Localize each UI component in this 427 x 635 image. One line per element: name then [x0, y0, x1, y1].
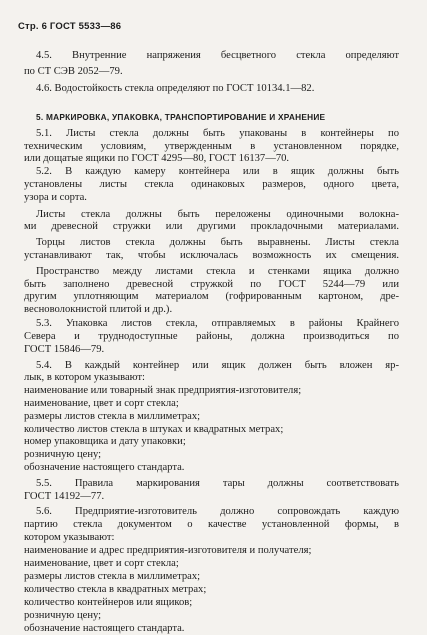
list-item: количество листов стекла в штуках и квадратных метрах; — [24, 423, 284, 435]
text-line: Торцы листов стекла должны быть выравнены. Листы стекла — [36, 237, 399, 249]
text-line: весноволокнистой плитой и др.). — [24, 304, 173, 316]
list-item: розничную цену; — [24, 449, 102, 461]
list-item: обозначение настоящего стандарта. — [24, 461, 185, 473]
list-item: розничную цену; — [24, 610, 102, 621]
text-line: ГОСТ 15846—79. — [24, 343, 105, 355]
text-line: по СТ СЭВ 2052—79. — [24, 66, 123, 77]
list-item: размеры листов стекла в миллиметрах; — [24, 571, 201, 582]
list-item: количество контейнеров или ящиков; — [24, 597, 193, 608]
text-line: устанавливают так, чтобы исключалась возможность их смещения. — [24, 250, 399, 262]
text-line: техническим условиям, утвержденным в установленном порядке, — [24, 140, 399, 152]
text-line: Листы стекла должны быть переложены одиночными волокна- — [36, 208, 399, 220]
list-item: количество стекла в квадратных метрах; — [24, 584, 207, 595]
text-line: другим уплотняющим материалом (гофрированным картоном, дре- — [24, 291, 399, 303]
list-item: наименование, цвет и сорт стекла; — [24, 558, 179, 569]
text-line: 5.3. Упаковка листов стекла, отправляемых в районы Крайнего — [36, 318, 399, 330]
text-line: быть заполнено древесной стружкой по ГОСТ 5244—79 или — [24, 278, 399, 290]
text-line: или дощатые ящики по ГОСТ 4295—80, ГОСТ 16137—70. — [24, 153, 290, 165]
text-line: ми древесной стружки или другими прокладочными материалами. — [24, 221, 399, 233]
text-line: 5.2. В каждую камеру контейнера или в ящик должны быть — [36, 166, 399, 178]
list-item: размеры листов стекла в миллиметрах; — [24, 410, 201, 422]
list-item: наименование и адрес предприятия-изготовителя и получателя; — [24, 545, 312, 556]
text-line: котором указывают: — [24, 532, 115, 543]
text-line: партию стекла документом о качестве установленной формы, в — [24, 519, 399, 531]
text-line: 5.4. В каждый контейнер или ящик должен быть вложен яр- — [36, 359, 399, 371]
list-item: наименование или товарный знак предприятия-изготовителя; — [24, 385, 302, 397]
text-line: 5.6. Предприятие-изготовитель должно сопровождать каждую — [36, 506, 399, 518]
text-line: Пространство между листами стекла и стенками ящика должно — [36, 265, 399, 277]
text-line: 5.5. Правила маркирования тары должны соответствовать — [36, 477, 399, 489]
text-line: лык, в котором указывают: — [24, 372, 145, 384]
list-item: наименование, цвет и сорт стекла; — [24, 397, 179, 409]
text-line: 4.6. Водостойкость стекла определяют по ГОСТ 10134.1—82. — [36, 83, 315, 94]
text-line: установлены листы стекла одинаковых размеров, одного цвета, — [24, 179, 399, 191]
text-line: ГОСТ 14192—77. — [24, 490, 105, 502]
text-line: Севера и труднодоступные районы, должна производиться по — [24, 330, 399, 342]
text-line: 5.1. Листы стекла должны быть упакованы в контейнеры по — [36, 127, 399, 139]
text-line: узора и сорта. — [24, 191, 87, 203]
page-header: Стр. 6 ГОСТ 5533—86 — [18, 21, 122, 32]
text-line: 4.5. Внутренние напряжения бесцветного стекла определяют — [36, 50, 399, 61]
list-item: обозначение настоящего стандарта. — [24, 623, 185, 634]
section-title: 5. МАРКИРОВКА, УПАКОВКА, ТРАНСПОРТИРОВАНИЕ И ХРАНЕНИЕ — [36, 112, 326, 122]
list-item: номер упаковщика и дату упаковки; — [24, 436, 186, 448]
